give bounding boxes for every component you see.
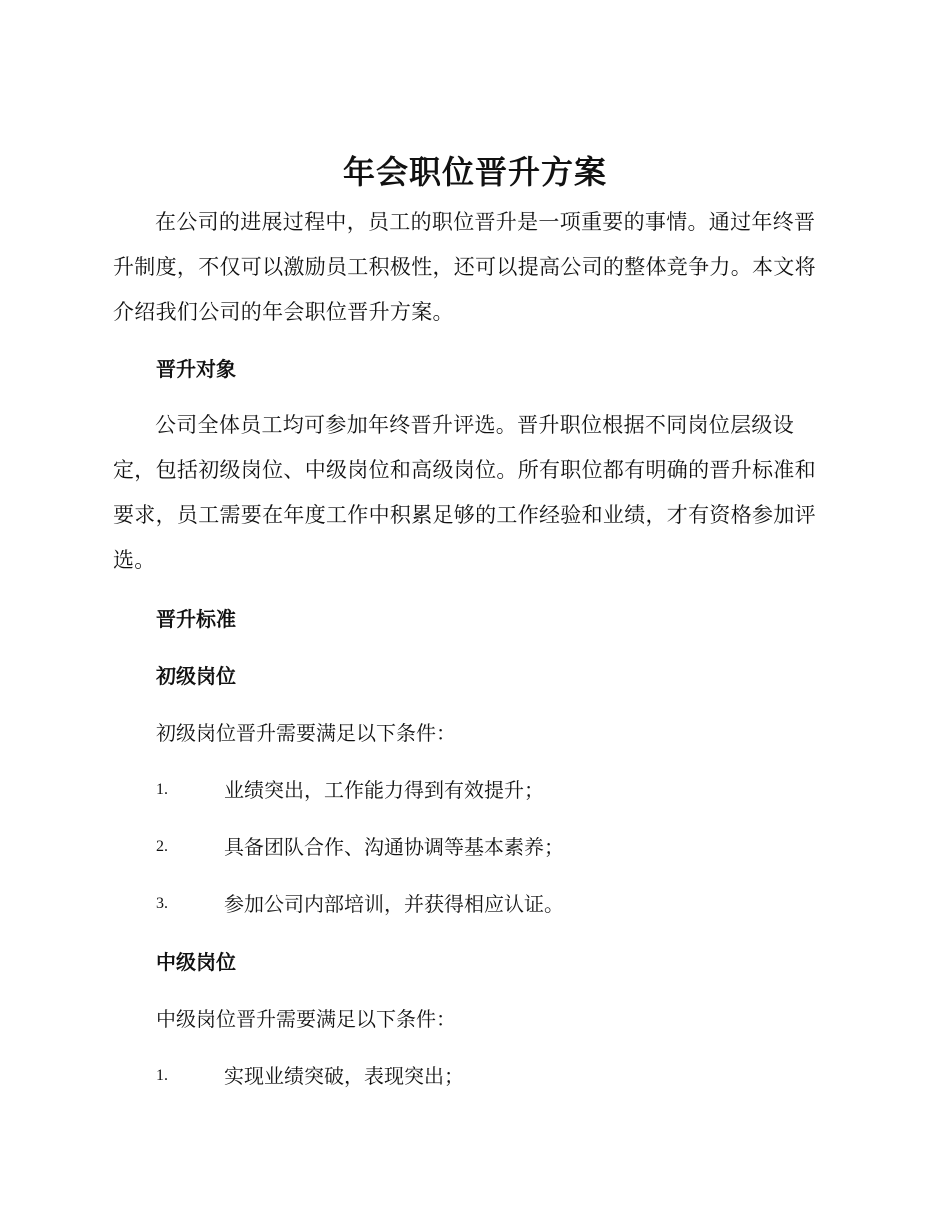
subheading-middle: 中级岗位 bbox=[156, 950, 236, 974]
list-number: 3. bbox=[156, 895, 168, 912]
intro-paragraph: 在公司的进展过程中，员工的职位晋升是一项重要的事情。通过年终晋升制度，不仅可以激励员工积极性，还可以提高公司的整体竞争力。本文将介绍我们公司的年会职位晋升方案。 bbox=[113, 210, 816, 324]
list-item bbox=[156, 832, 836, 862]
list-item-text: 业绩突出，工作能力得到有效提升； bbox=[224, 778, 544, 802]
junior-lead-text: 初级岗位晋升需要满足以下条件： bbox=[156, 721, 456, 745]
list-number: 1. bbox=[156, 1067, 168, 1084]
list-number: 2. bbox=[156, 838, 168, 855]
subheading-junior: 初级岗位 bbox=[156, 664, 236, 688]
list-item-text: 参加公司内部培训，并获得相应认证。 bbox=[224, 892, 564, 916]
list-item-text: 具备团队合作、沟通协调等基本素养； bbox=[224, 835, 564, 859]
list-number: 1. bbox=[156, 781, 168, 798]
page-title: 年会职位晋升方案 bbox=[342, 153, 607, 191]
target-paragraph: 公司全体员工均可参加年终晋升评选。晋升职位根据不同岗位层级设定，包括初级岗位、中级岗位和高级岗位。所有职位都有明确的晋升标准和要求，员工需要在年度工作中积累足够的工作经验和业绩，才有资格参加评选。 bbox=[113, 413, 816, 572]
middle-lead-text: 中级岗位晋升需要满足以下条件： bbox=[156, 1007, 456, 1031]
section-heading-standard: 晋升标准 bbox=[156, 607, 236, 631]
section-heading-target: 晋升对象 bbox=[156, 357, 236, 381]
list-item bbox=[156, 889, 836, 919]
list-item bbox=[156, 1061, 836, 1091]
list-item bbox=[156, 775, 836, 805]
list-item-text: 实现业绩突破，表现突出； bbox=[224, 1064, 464, 1088]
